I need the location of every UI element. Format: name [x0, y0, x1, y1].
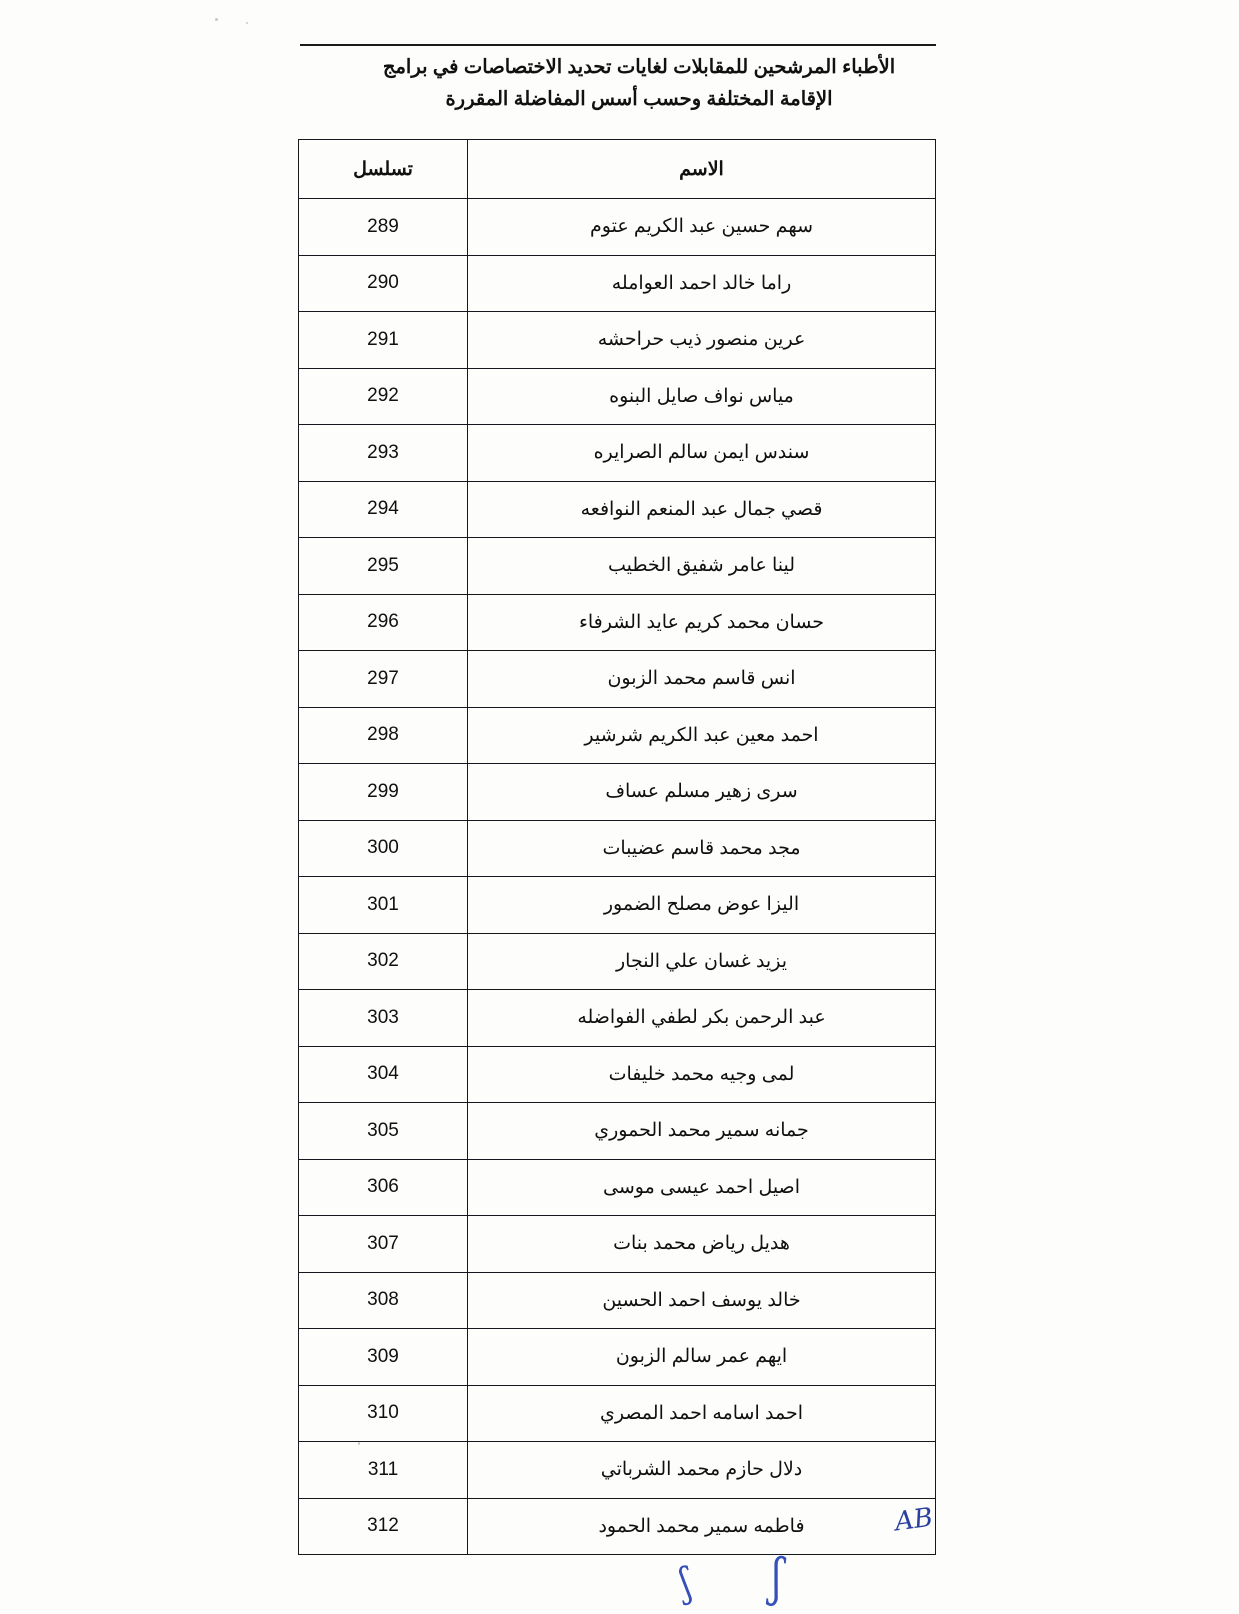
cell-name: اصيل احمد عيسى موسى [468, 1159, 936, 1216]
scan-speckle [215, 18, 218, 21]
cell-name: احمد اسامه احمد المصري [468, 1385, 936, 1442]
table-row [299, 820, 936, 877]
cell-name: لينا عامر شفيق الخطيب [468, 538, 936, 595]
cell-sequence: 293 [299, 425, 468, 482]
table-row [299, 1216, 936, 1273]
page-title [339, 52, 939, 115]
cell-name: مياس نواف صايل البنوه [468, 368, 936, 425]
table-row [299, 990, 936, 1047]
cell-name: جمانه سمير محمد الحموري [468, 1103, 936, 1160]
cell-name: سرى زهير مسلم عساف [468, 764, 936, 821]
cell-sequence: 298 [299, 707, 468, 764]
cell-sequence: 308 [299, 1272, 468, 1329]
cell-name: مجد محمد قاسم عضيبات [468, 820, 936, 877]
cell-sequence: 302 [299, 933, 468, 990]
table-row [299, 1385, 936, 1442]
table-row [299, 1329, 936, 1386]
cell-sequence: 307 [299, 1216, 468, 1273]
table-body [299, 199, 936, 1555]
cell-name: عبد الرحمن بكر لطفي الفواضله [468, 990, 936, 1047]
table-row [299, 255, 936, 312]
cell-sequence: 304 [299, 1046, 468, 1103]
column-header-name: الاسم [468, 140, 936, 199]
title-line-1: الأطباء المرشحين للمقابلات لغايات تحديد الاختصاصات في برامج [382, 56, 896, 78]
cell-name: سندس ايمن سالم الصرايره [468, 425, 936, 482]
table-row [299, 368, 936, 425]
table-row [299, 1442, 936, 1499]
cell-sequence: 297 [299, 651, 468, 708]
cell-name: راما خالد احمد العوامله [468, 255, 936, 312]
table-row [299, 764, 936, 821]
candidates-table [298, 139, 936, 1555]
cell-name: عرين منصور ذيب حراحشه [468, 312, 936, 369]
table-row [299, 199, 936, 256]
table-row [299, 312, 936, 369]
cell-sequence: 295 [299, 538, 468, 595]
cell-sequence: 303 [299, 990, 468, 1047]
table-row [299, 877, 936, 934]
cell-sequence: 310 [299, 1385, 468, 1442]
table-row [299, 1103, 936, 1160]
cell-sequence: 301 [299, 877, 468, 934]
cell-name: ايهم عمر سالم الزبون [468, 1329, 936, 1386]
handwritten-signature-mark: ʃ [769, 1547, 786, 1609]
table-row [299, 651, 936, 708]
table-header-row [299, 140, 936, 199]
cell-name: يزيد غسان علي النجار [468, 933, 936, 990]
cell-name: حسان محمد كريم عايد الشرفاء [468, 594, 936, 651]
table-row [299, 1159, 936, 1216]
cell-sequence: 296 [299, 594, 468, 651]
table-row [299, 594, 936, 651]
candidates-table-container [299, 139, 936, 1555]
cell-name: خالد يوسف احمد الحسين [468, 1272, 936, 1329]
table-row [299, 1498, 936, 1555]
cell-name: لمى وجيه محمد خليفات [468, 1046, 936, 1103]
table-row [299, 1272, 936, 1329]
table-row [299, 707, 936, 764]
cell-name: اليزا عوض مصلح الضمور [468, 877, 936, 934]
handwritten-signature-mark: ʃ [675, 1559, 696, 1607]
handwritten-initials: AB [893, 1502, 935, 1538]
cell-sequence: 306 [299, 1159, 468, 1216]
cell-sequence: 292 [299, 368, 468, 425]
cell-name: سهم حسين عبد الكريم عتوم [468, 199, 936, 256]
cell-sequence: 309 [299, 1329, 468, 1386]
cell-sequence: 305 [299, 1103, 468, 1160]
cell-sequence: 311 [299, 1442, 468, 1499]
cell-sequence: 299 [299, 764, 468, 821]
table-row [299, 425, 936, 482]
column-header-sequence: تسلسل [299, 140, 468, 199]
table-row [299, 933, 936, 990]
cell-name: انس قاسم محمد الزبون [468, 651, 936, 708]
cell-sequence: 289 [299, 199, 468, 256]
title-line-2: الإقامة المختلفة وحسب أسس المفاضلة المقررة [445, 87, 833, 110]
cell-name: هديل رياض محمد بنات [468, 1216, 936, 1273]
cell-sequence: 290 [299, 255, 468, 312]
cell-name: دلال حازم محمد الشرباتي [468, 1442, 936, 1499]
cell-name: فاطمه سمير محمد الحمود [468, 1498, 936, 1555]
table-row [299, 538, 936, 595]
scan-speckle [246, 22, 248, 24]
cell-name: احمد معين عبد الكريم شرشير [468, 707, 936, 764]
cell-sequence: 291 [299, 312, 468, 369]
cell-sequence: 294 [299, 481, 468, 538]
table-row [299, 481, 936, 538]
cell-sequence: 312 [299, 1498, 468, 1555]
header-rule [300, 44, 936, 46]
cell-sequence: 300 [299, 820, 468, 877]
cell-name: قصي جمال عبد المنعم النوافعه [468, 481, 936, 538]
table-row [299, 1046, 936, 1103]
